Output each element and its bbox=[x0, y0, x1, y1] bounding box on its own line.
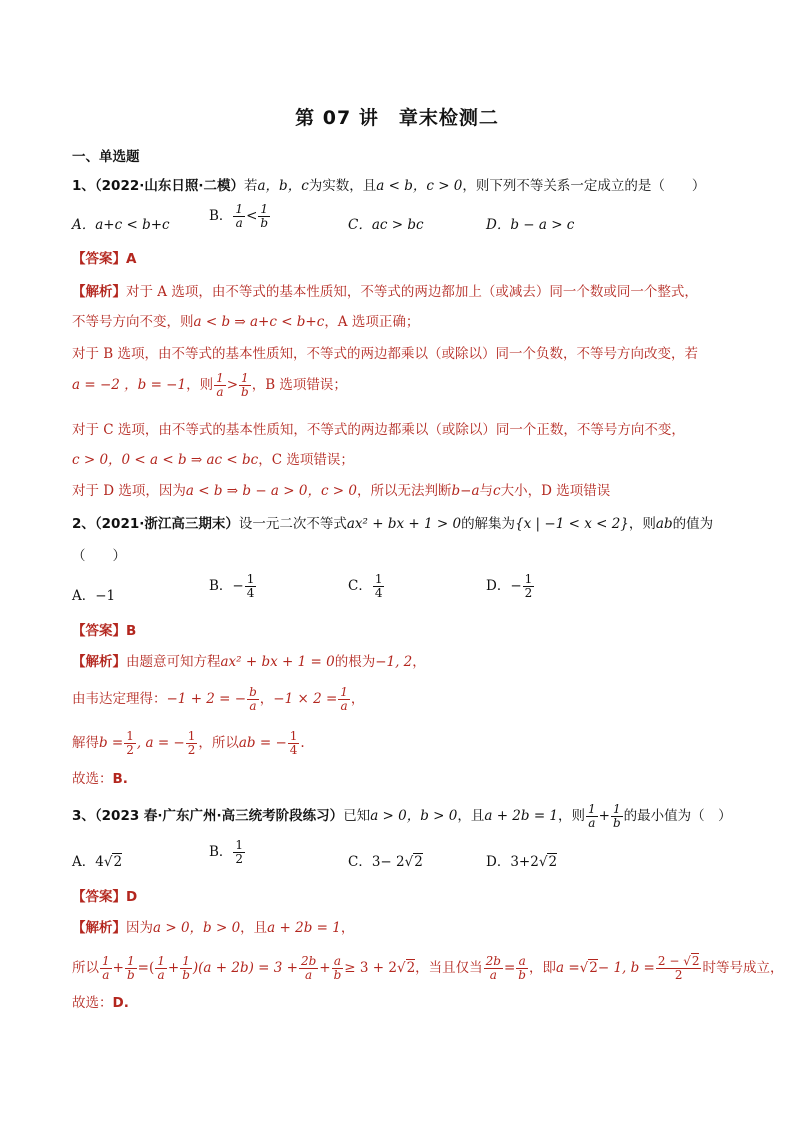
q2-analysis-line-3: 解得b = $\frac{1}{2}$ , a = − $\frac{1}{2}$ ，所以ab = − $\frac{1}{4}$ . bbox=[72, 729, 305, 757]
section-heading: 一、单选题 bbox=[72, 149, 140, 165]
q2-answer: 【答案】B bbox=[72, 623, 137, 639]
q2-option-b: B．− $\frac{1}{4}$ bbox=[209, 572, 255, 600]
q1-analysis-line-3: 对于 B 选项，由不等式的基本性质知，不等式的两边都乘以（或除以）同一个负数，不等号方向改变，若 bbox=[72, 346, 699, 362]
q2-option-a: A．−1 bbox=[72, 588, 116, 604]
q2-option-d: D．− $\frac{1}{2}$ bbox=[486, 572, 533, 600]
q1-answer: 【答案】A bbox=[72, 251, 137, 267]
q1-analysis-line-2: 不等号方向不变，则a < b ⇒ a+c < b+c，A 选项正确； bbox=[72, 314, 420, 330]
question-1-stem: 1、（2022·山东日照·二模）若a，b，c为实数，且a < b，c > 0，则下列不等关系一定成立的是（ ） bbox=[72, 178, 706, 194]
q2-option-c: C． $\frac{1}{4}$ bbox=[348, 572, 383, 600]
page-title: 第 07 讲 章末检测二 bbox=[295, 107, 499, 129]
q3-option-d: D．3+2√2 bbox=[486, 854, 558, 870]
q3-option-c: C．3− 2√2 bbox=[348, 854, 423, 870]
question-3-stem: 3、（2023 春·广东广州·高三统考阶段练习）已知a > 0，b > 0，且a + 2b = 1，则 $\frac{1}{a}$ + $\frac{1}{b}$ 的最小值为（ ） bbox=[72, 802, 732, 830]
question-2-paren: （ ） bbox=[72, 548, 126, 564]
q3-analysis-line-2: 所以 $\frac{1}{a}$ + $\frac{1}{b}$ =( $\frac{1}{a}$ + $\frac{1}{b}$ )(a + 2b) = 3 + $\frac{2b}{a}$ + $\frac{a}{b}$ ≥ 3 + 2√2，当且仅当 $\frac{2b}{a}$ = $\frac{a}{b}$ ，即a =√2− 1, b = $\frac{2 - √2}{2}$ 时等号成立， bbox=[72, 954, 784, 982]
q1-analysis-line-6: c > 0，0 < a < b ⇒ ac < bc，C 选项错误； bbox=[72, 452, 354, 468]
q1-option-d: D．b − a > c bbox=[486, 217, 575, 233]
q1-analysis-line-4: a = −2 ，b = −1，则 $\frac{1}{a}$ > $\frac{1}{b}$ ，B 选项错误； bbox=[72, 371, 347, 399]
q1-analysis-line-1: 【解析】对于 A 选项，由不等式的基本性质知，不等式的两边都加上（或减去）同一个数或同一个整式， bbox=[72, 284, 698, 300]
q2-analysis-line-2: 由韦达定理得：−1 + 2 = − $\frac{b}{a}$ ，−1 × 2 = $\frac{1}{a}$ ， bbox=[72, 685, 365, 713]
q1-option-a: A．a+c < b+c bbox=[72, 217, 170, 233]
q3-analysis-line-1: 【解析】因为a > 0，b > 0，且a + 2b = 1， bbox=[72, 920, 355, 936]
question-2-stem: 2、（2021·浙江高三期末）设一元二次不等式ax² + bx + 1 > 0的解集为{x | −1 < x < 2}，则ab的值为 bbox=[72, 516, 714, 532]
q3-conclusion: 故选：D. bbox=[72, 995, 129, 1011]
q1-option-b: B． $\frac{1}{a}$ < $\frac{1}{b}$ bbox=[209, 202, 269, 230]
q1-analysis-line-7: 对于 D 选项，因为a < b ⇒ b − a > 0，c > 0，所以无法判断b−a与c大小，D 选项错误 bbox=[72, 483, 611, 499]
q3-option-a: A．4√2 bbox=[72, 854, 123, 870]
q1-option-c: C．ac > bc bbox=[348, 217, 424, 233]
q3-answer: 【答案】D bbox=[72, 889, 138, 905]
q1-analysis-line-5: 对于 C 选项，由不等式的基本性质知，不等式的两边都乘以（或除以）同一个正数，不等号方向不变， bbox=[72, 422, 685, 438]
q2-conclusion: 故选：B. bbox=[72, 771, 128, 787]
q3-option-b: B． $\frac{1}{2}$ bbox=[209, 838, 244, 866]
q2-analysis-line-1: 【解析】由题意可知方程ax² + bx + 1 = 0的根为−1, 2， bbox=[72, 654, 426, 670]
